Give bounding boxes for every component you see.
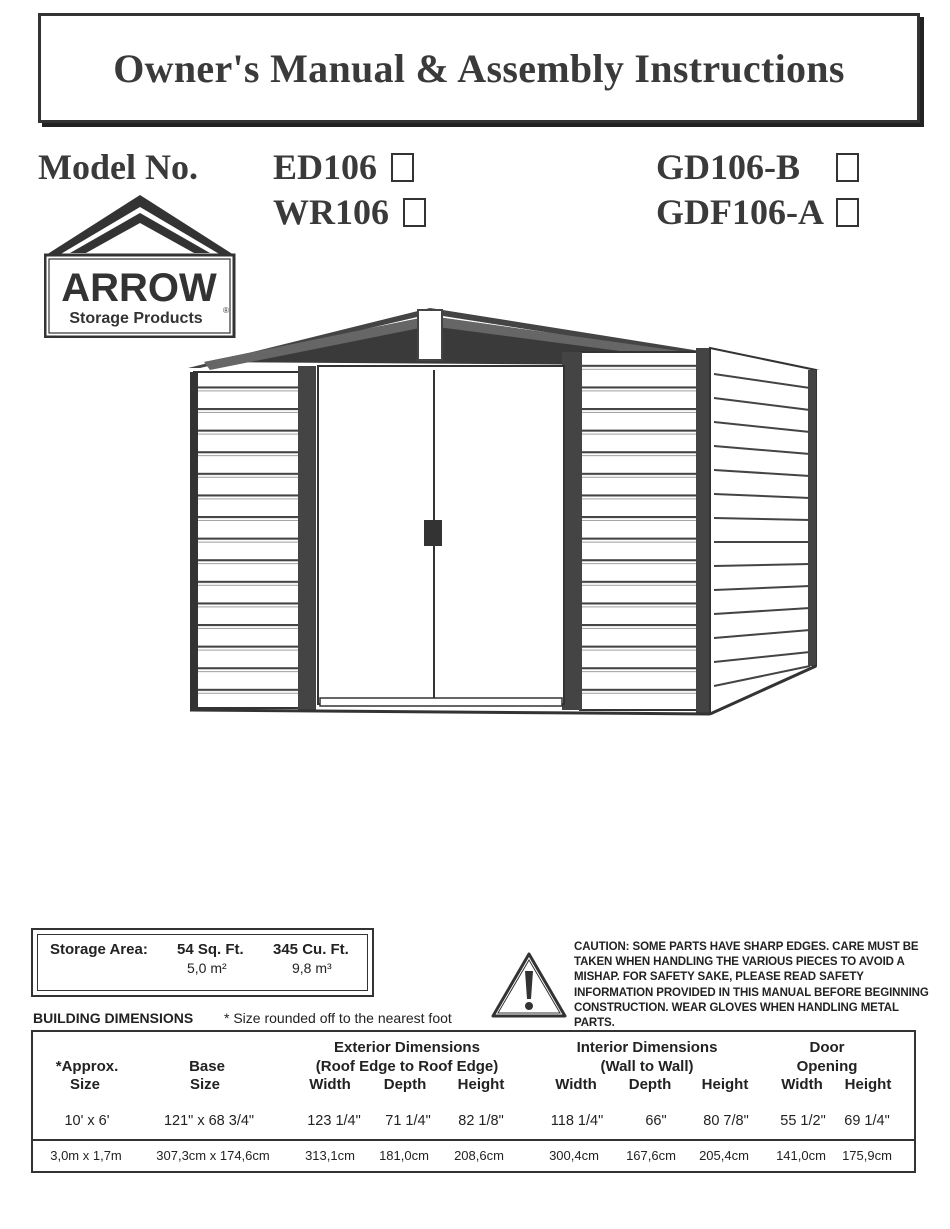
imperial-cell: 66" bbox=[645, 1113, 667, 1129]
col-header: Width bbox=[555, 1076, 597, 1093]
logo-brand: ARROW bbox=[61, 266, 217, 310]
storage-area-m2: 5,0 m² bbox=[187, 960, 227, 976]
metric-cell: 300,4cm bbox=[549, 1148, 599, 1163]
building-dimensions-title: BUILDING DIMENSIONS bbox=[33, 1010, 194, 1026]
imperial-cell: 123 1/4" bbox=[307, 1113, 361, 1129]
imperial-cell: 10' x 6' bbox=[64, 1113, 110, 1129]
model-option-ed106[interactable] bbox=[273, 146, 414, 188]
logo-tagline: Storage Products bbox=[69, 310, 203, 327]
caution-text: CAUTION: SOME PARTS HAVE SHARP EDGES. CARE MUST BE TAKEN WHEN HANDLING THE VARIOUS PIECES TO AVOID A MISHAP. FOR SAFETY SAKE, PLEASE READ SAFETY INFORMATION PROVIDED IN THIS MANUAL BEFORE BEGINNING CONSTRUCTION. WEAR GLOVES WHEN HANDLING METAL PARTS. bbox=[574, 941, 929, 1030]
model-option-wr106[interactable] bbox=[273, 191, 426, 233]
storage-area-box bbox=[31, 928, 374, 997]
header-exterior: Exterior Dimensions bbox=[334, 1039, 480, 1056]
header-base: Base bbox=[189, 1058, 225, 1075]
model-name: WR106 bbox=[273, 192, 389, 232]
model-checkbox[interactable] bbox=[403, 198, 426, 227]
storage-area-sqft: 54 Sq. Ft. bbox=[177, 941, 244, 958]
header-exterior-sub: (Roof Edge to Roof Edge) bbox=[315, 1058, 499, 1075]
header-approx: *Approx. bbox=[55, 1058, 119, 1075]
imperial-cell: 118 1/4" bbox=[550, 1113, 604, 1129]
col-header: Width bbox=[309, 1076, 351, 1093]
logo-reg-mark: ® bbox=[223, 306, 229, 315]
metric-cell: 3,0m x 1,7m bbox=[50, 1148, 122, 1163]
imperial-cell: 82 1/8" bbox=[458, 1113, 504, 1129]
header-interior: Interior Dimensions bbox=[576, 1039, 718, 1056]
model-name: GD106-B bbox=[656, 147, 800, 187]
model-option-gdf106a[interactable] bbox=[656, 191, 859, 233]
model-name: GDF106-A bbox=[656, 192, 824, 232]
col-header: Width bbox=[781, 1076, 823, 1093]
col-header: Height bbox=[701, 1076, 749, 1093]
imperial-cell: 55 1/2" bbox=[780, 1113, 826, 1129]
metric-cell: 141,0cm bbox=[776, 1148, 826, 1163]
col-header: Height bbox=[457, 1076, 505, 1093]
model-checkbox[interactable] bbox=[391, 153, 414, 182]
metric-cell: 181,0cm bbox=[379, 1148, 429, 1163]
metric-cell: 167,6cm bbox=[626, 1148, 676, 1163]
storage-area-m3: 9,8 m³ bbox=[292, 960, 332, 976]
imperial-cell: 80 7/8" bbox=[703, 1113, 749, 1129]
page-title: Owner's Manual & Assembly Instructions bbox=[113, 45, 845, 91]
col-header: Depth bbox=[383, 1076, 427, 1093]
building-dimensions-note: * Size rounded off to the nearest foot bbox=[224, 1010, 452, 1026]
metric-cell: 208,6cm bbox=[454, 1148, 504, 1163]
col-header: Height bbox=[844, 1076, 892, 1093]
model-name: ED106 bbox=[273, 147, 378, 187]
metric-cell: 313,1cm bbox=[305, 1148, 355, 1163]
dimensions-table bbox=[31, 1030, 916, 1173]
metric-cell: 175,9cm bbox=[842, 1148, 892, 1163]
model-option-gd106b[interactable] bbox=[656, 146, 859, 188]
metric-cell: 307,3cm x 174,6cm bbox=[156, 1148, 270, 1163]
imperial-cell: 71 1/4" bbox=[385, 1113, 431, 1129]
storage-area-cuft: 345 Cu. Ft. bbox=[273, 941, 349, 958]
title-box bbox=[38, 13, 920, 123]
col-header: Size bbox=[69, 1076, 101, 1093]
col-header: Size bbox=[189, 1076, 221, 1093]
metric-cell: 205,4cm bbox=[699, 1148, 749, 1163]
imperial-cell: 121" x 68 3/4" bbox=[163, 1113, 255, 1129]
imperial-cell: 69 1/4" bbox=[844, 1113, 890, 1129]
model-checkbox[interactable] bbox=[836, 153, 859, 182]
storage-area-label: Storage Area: bbox=[50, 941, 148, 958]
row-divider bbox=[33, 1139, 914, 1141]
col-header: Depth bbox=[628, 1076, 672, 1093]
model-label: Model No. bbox=[38, 147, 198, 187]
model-checkbox[interactable] bbox=[836, 198, 859, 227]
header-door-sub: Opening bbox=[796, 1058, 858, 1075]
warning-icon bbox=[490, 951, 568, 1019]
header-interior-sub: (Wall to Wall) bbox=[600, 1058, 694, 1075]
header-door: Door bbox=[809, 1039, 845, 1056]
shed-illustration bbox=[180, 300, 825, 720]
